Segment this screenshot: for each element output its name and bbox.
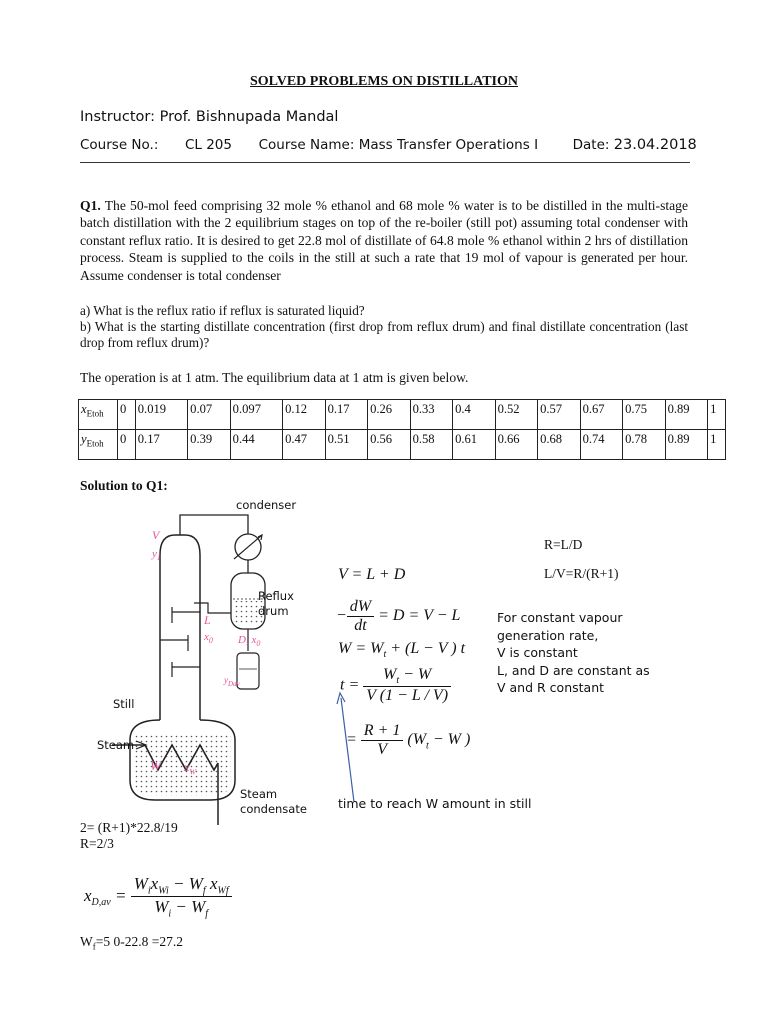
time-note-arrow bbox=[330, 690, 360, 806]
y-value-cell: 0.56 bbox=[368, 430, 411, 460]
label-D-x0: D, $x_0$ bbox=[238, 634, 261, 649]
y-value-cell: 0.68 bbox=[538, 430, 581, 460]
equilibrium-table bbox=[78, 399, 726, 460]
y-value-cell: 0.58 bbox=[410, 430, 453, 460]
label-steam: Steam bbox=[97, 738, 135, 752]
x-value-cell: 0.097 bbox=[230, 400, 282, 430]
calc-block bbox=[80, 820, 178, 852]
y-value-cell: 0.66 bbox=[495, 430, 538, 460]
label-still: Still bbox=[113, 697, 135, 711]
y-header: $y_{Etoh}$ bbox=[79, 430, 118, 460]
instructor-line bbox=[80, 109, 338, 125]
calc-wf: $W_f=5$ 0-22.8 =27.2 bbox=[80, 934, 183, 952]
x-value-cell: 0.12 bbox=[283, 400, 326, 430]
label-reflux-drum: Reflux drum bbox=[258, 589, 294, 618]
y-value-cell: 0.89 bbox=[665, 430, 708, 460]
equation-t-simplified: = $\frac{R + 1}{V}$ ($W_t - W$ ) bbox=[346, 722, 471, 758]
table-row-x bbox=[79, 400, 726, 430]
date-value: 23.04.2018 bbox=[613, 137, 697, 153]
label-x0: $x_0$ bbox=[204, 631, 213, 646]
column-outline bbox=[160, 535, 200, 720]
instructor-name: Prof. Bishnupada Mandal bbox=[159, 109, 339, 125]
course-name: Mass Transfer Operations I bbox=[358, 137, 539, 153]
notes-block: For constant vapour generation rate, V is constant L, and D are constant as V and R constant bbox=[497, 610, 650, 695]
y-value-cell: 0.74 bbox=[580, 430, 623, 460]
y-value-cell: 0.51 bbox=[325, 430, 368, 460]
course-no: CL 205 bbox=[184, 137, 232, 153]
document-title: SOLVED PROBLEMS ON DISTILLATION bbox=[249, 74, 519, 89]
x-value-cell: 0.17 bbox=[325, 400, 368, 430]
y-value-cell: 1 bbox=[708, 430, 726, 460]
y-value-cell: 0.39 bbox=[188, 430, 231, 460]
equation-w: $W = W_t + (L - V$ ) t bbox=[338, 640, 466, 661]
calc-line-2: R=2/3 bbox=[80, 836, 114, 851]
equation-dw-dt: − $\frac{dW}{dt}$ = D = V − L bbox=[336, 598, 461, 634]
course-name-label: Course Name: bbox=[258, 137, 355, 153]
x-header: $x_{Etoh}$ bbox=[79, 400, 118, 430]
y-value-cell: 0.44 bbox=[230, 430, 282, 460]
x-value-cell: 0.75 bbox=[623, 400, 666, 430]
question-1 bbox=[80, 197, 688, 284]
y-value-cell: 0.47 bbox=[283, 430, 326, 460]
equilibrium-intro: The operation is at 1 atm. The equilibrium data at 1 atm is given below. bbox=[80, 370, 469, 385]
time-note: time to reach W amount in still bbox=[338, 796, 532, 811]
x-value-cell: 0.67 bbox=[580, 400, 623, 430]
x-value-cell: 0.57 bbox=[538, 400, 581, 430]
x-value-cell: 0 bbox=[118, 400, 136, 430]
label-xw: $x_W$ bbox=[184, 760, 196, 777]
label-steam-condensate: Steam condensate bbox=[240, 787, 307, 816]
table-row-y bbox=[79, 430, 726, 460]
relation-lv: L/V=R/(R+1) bbox=[544, 566, 619, 581]
vapour-line bbox=[180, 515, 248, 535]
batch-distillation-diagram bbox=[90, 495, 340, 825]
x-value-cell: 0.52 bbox=[495, 400, 538, 430]
y-value-cell: 0.78 bbox=[623, 430, 666, 460]
course-no-label: Course No.: bbox=[80, 137, 159, 153]
question-1-part-a: a) What is the reflux ratio if reflux is saturated liquid? bbox=[80, 303, 365, 318]
instructor-label: Instructor: bbox=[80, 109, 155, 125]
label-condenser: condenser bbox=[236, 498, 297, 512]
label-V: V bbox=[152, 528, 160, 542]
y-value-cell: 0 bbox=[118, 430, 136, 460]
solution-heading: Solution to Q1: bbox=[80, 478, 168, 493]
label-L: L bbox=[204, 613, 211, 627]
y-value-cell: 0.17 bbox=[135, 430, 187, 460]
course-line bbox=[80, 137, 697, 153]
header-divider bbox=[80, 162, 690, 163]
x-value-cell: 0.07 bbox=[188, 400, 231, 430]
calc-line-1: 2= (R+1)*22.8/19 bbox=[80, 820, 178, 835]
equation-xdav: $x_{D,av}$ = $\frac{W_ix_{Wi} - W_f x_{Wf}}{W_i - W_f}$ bbox=[84, 874, 232, 920]
question-1-label: Q1. bbox=[80, 198, 101, 213]
label-yDav: $y_{Dav}$ bbox=[224, 675, 240, 688]
date-label: Date: bbox=[572, 137, 610, 153]
equation-t: t = $\frac{W_t - W}{V (1 - L / V)}$ bbox=[340, 666, 451, 705]
x-value-cell: 1 bbox=[708, 400, 726, 430]
label-y1: $y_1$ bbox=[152, 548, 161, 563]
x-value-cell: 0.019 bbox=[135, 400, 187, 430]
label-W: W bbox=[150, 758, 161, 773]
x-value-cell: 0.89 bbox=[665, 400, 708, 430]
x-value-cell: 0.26 bbox=[368, 400, 411, 430]
equation-v-l-d: V = L + D bbox=[338, 566, 406, 583]
distillate-receiver-icon bbox=[237, 653, 259, 689]
y-value-cell: 0.61 bbox=[453, 430, 496, 460]
question-1-text: The 50-mol feed comprising 32 mole % ethanol and 68 mole % water is to be distilled in the multi-stage batch distillation with the 2 equilibrium stages on top of the re-boiler (still pot) assuming total condenser with constant reflux ratio. It is desired to get 22.8 mol of distillate of 64.8 mole % ethanol within 2 hrs of distillation process. Steam is supplied to the coils in the still at such a rate that 19 mol of vapour is generated per hour. Assume condenser is total condenser bbox=[80, 198, 688, 283]
relation-r: R=L/D bbox=[544, 537, 583, 552]
x-value-cell: 0.4 bbox=[453, 400, 496, 430]
question-1-part-b: b) What is the starting distillate concentration (first drop from reflux drum) and final distillate concentration (last drop from reflux drum)? bbox=[80, 319, 688, 350]
x-value-cell: 0.33 bbox=[410, 400, 453, 430]
